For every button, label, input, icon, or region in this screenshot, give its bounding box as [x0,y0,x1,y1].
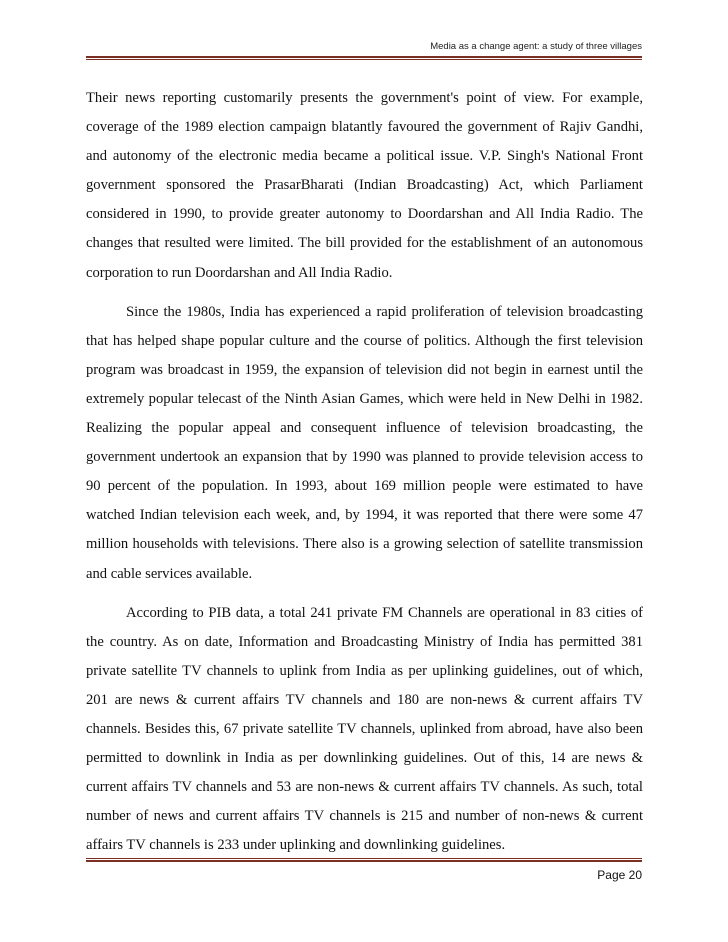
paragraph-3: According to PIB data, a total 241 private FM Channels are operational in 83 cities of the country. As on date, Information and Broadcasting Ministry of India has permitted 381 private satellite TV channels to uplink from India as per uplinking guidelines, out of which, 201 are news & current affairs TV channels and 180 are non-news & current affairs TV channels. Besides this, 67 private satellite TV channels, uplinked from abroad, have also been permitted to downlink in India as per downlinking guidelines. Out of this, 14 are news & current affairs TV channels and 53 are non-news & current affairs TV channels. As such, total number of news and current affairs TV channels is 215 and number of non-news & current affairs TV channels is 233 under uplinking and downlinking guidelines. [86,604,643,854]
page-number: Page 20 [597,868,642,882]
page-body [86,84,643,860]
header-rule-thin-line [86,59,642,60]
footer-rule-thick-line [86,860,642,862]
paragraph-2: Since the 1980s, India has experienced a rapid proliferation of television broadcasting that has helped shape popular culture and the course of politics. Although the first television program was broadcast in 1959, the expansion of television did not begin in earnest until the extremely popular telecast of the Ninth Asian Games, which were held in New Delhi in 1982. Realizing the popular appeal and consequent influence of television broadcasting, the government undertook an expansion that by 1990 was planned to provide television access to 90 percent of the population. In 1993, about 169 million people were estimated to have watched Indian television each week, and, by 1994, it was reported that there were some 47 million households with televisions. There also is a growing selection of satellite transmission and cable services available. [86,303,643,582]
running-header-title: Media as a change agent: a study of three villages [430,41,642,52]
header-rule-thick-line [86,56,642,58]
footer-rule-thin-line [86,858,642,859]
paragraph-1: Their news reporting customarily presents the government's point of view. For example, coverage of the 1989 election campaign blatantly favoured the government of Rajiv Gandhi, and autonomy of the electronic media became a political issue. V.P. Singh's National Front government sponsored the PrasarBharati (Indian Broadcasting) Act, which Parliament considered in 1990, to provide greater autonomy to Doordarshan and All India Radio. The changes that resulted were limited. The bill provided for the establishment of an autonomous corporation to run Doordarshan and All India Radio. [86,90,643,281]
footer-rule [86,858,642,863]
header-rule [86,56,642,61]
